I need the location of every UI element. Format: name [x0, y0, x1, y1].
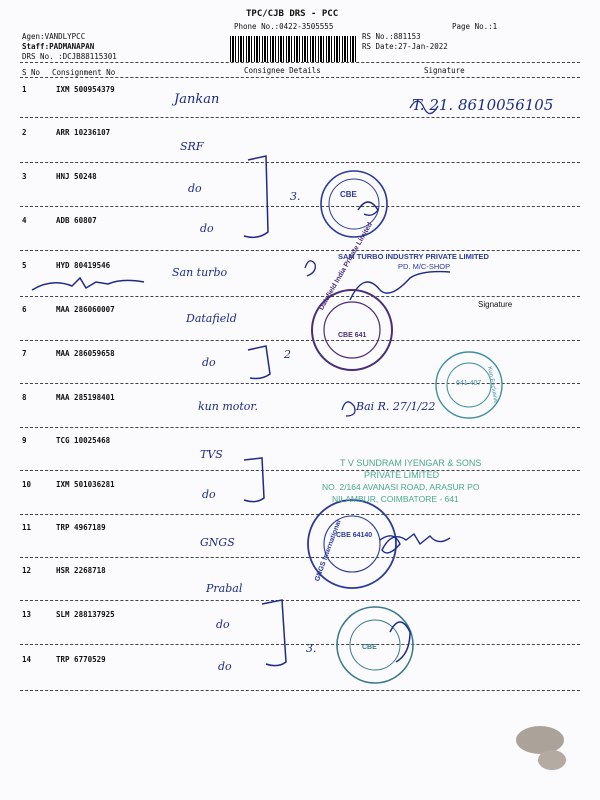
row-sno: 7	[22, 349, 27, 358]
row-sno: 12	[22, 566, 32, 575]
ditto-bracket	[262, 600, 286, 666]
column-header-consignment: Consignment No	[52, 68, 116, 77]
staff-name: Staff:PADMANAPAN	[22, 42, 95, 51]
handwritten-mark: 3.	[290, 190, 301, 203]
stamp-text: Datafield India Private Limited	[318, 221, 375, 312]
handwritten-consignee: Datafield	[186, 312, 237, 325]
row-sno: 4	[22, 216, 27, 225]
phone-number: Phone No.:0422-3505555	[234, 22, 334, 31]
row-sno: 5	[22, 261, 27, 270]
row-consignment: HSR 2268718	[56, 566, 106, 575]
row-consignment: TRP 4967189	[56, 523, 106, 532]
ditto-bracket	[244, 458, 264, 502]
row-consignment: HNJ 50248	[56, 172, 97, 181]
stamp-text: CBE 641	[338, 332, 367, 339]
signature-mark	[342, 402, 355, 416]
row-consignment: MAA 286060007	[56, 305, 115, 314]
handwritten-signature: Bai R. 27/1/22	[356, 400, 436, 413]
stamp-text: 641 407	[456, 380, 482, 387]
signature-mark	[32, 278, 144, 290]
column-header-sno: S No	[22, 68, 41, 77]
stamp-text: CBE	[362, 644, 377, 651]
row-sno: 14	[22, 655, 32, 664]
stamp-text: T V SUNDRAM IYENGAR & SONS	[340, 458, 482, 468]
drs-number: DRS No. :DCJB88115301	[22, 52, 117, 61]
handwritten-ditto: do	[202, 356, 216, 369]
stamp-text: PRIVATE LIMITED	[364, 470, 440, 480]
stamp-text: PD. M/C-SHOP	[398, 262, 451, 271]
stamp-label: Signature	[478, 300, 513, 309]
handwritten-mark: 2	[284, 348, 291, 361]
ditto-bracket	[248, 346, 270, 379]
stamp-text: NILAMBUR, COIMBATORE - 641	[332, 494, 459, 504]
row-sno: 11	[22, 523, 32, 532]
stamp-text: NO. 2/164 AVANASI ROAD, ARASUR PO	[322, 482, 480, 492]
column-header-signature: Signature	[424, 66, 465, 75]
handwritten-signature: T. 21. 8610056105	[412, 96, 554, 114]
handwritten-ditto: do	[216, 618, 230, 631]
ink-smudge	[516, 726, 566, 770]
handwritten-consignee: kun motor.	[198, 400, 258, 413]
row-consignment: IXM 501036281	[56, 480, 115, 489]
handwritten-consignee: GNGS	[200, 536, 235, 549]
handwritten-ditto: do	[200, 222, 214, 235]
rs-number: RS No.:881153	[362, 32, 421, 41]
row-consignment: TRP 6770529	[56, 655, 106, 664]
row-sno: 10	[22, 480, 32, 489]
signature-mark	[380, 534, 450, 553]
column-header-consignee: Consignee Details	[244, 66, 321, 75]
row-consignment: ADB 60807	[56, 216, 97, 225]
row-sno: 13	[22, 610, 32, 619]
page-title: TPC/CJB DRS - PCC	[246, 9, 339, 19]
row-consignment: MAA 285198401	[56, 393, 115, 402]
row-sno: 6	[22, 305, 27, 314]
signature-mark	[305, 261, 315, 276]
handwritten-consignee: Prabal	[206, 582, 243, 595]
rs-date: RS Date:27-Jan-2022	[362, 42, 448, 51]
row-sno: 2	[22, 128, 27, 137]
agent-name: Agen:VANDLYPCC	[22, 32, 86, 41]
signature-mark	[350, 272, 450, 300]
row-consignment: SLM 288137925	[56, 610, 115, 619]
row-sno: 3	[22, 172, 27, 181]
row-consignment: IXM 500954379	[56, 85, 115, 94]
handwritten-consignee: TVS	[200, 448, 223, 461]
handwritten-ditto: do	[202, 488, 216, 501]
handwritten-consignee: Jankan	[174, 92, 220, 107]
handwritten-ditto: do	[218, 660, 232, 673]
handwritten-consignee: SRF	[180, 140, 204, 153]
cbe-round-stamp-1	[321, 171, 387, 237]
row-consignment: ARR 10236107	[56, 128, 111, 137]
row-sno: 8	[22, 393, 27, 402]
stamp-text: Kun Exclusive	[486, 366, 499, 405]
handwritten-mark: 3.	[306, 642, 317, 655]
stamp-text: GNGS International	[314, 519, 343, 583]
row-sno: 9	[22, 436, 27, 445]
row-consignment: HYD 80419546	[56, 261, 111, 270]
handwritten-consignee: San turbo	[172, 266, 228, 279]
handwritten-ditto: do	[188, 182, 202, 195]
stamp-text: CBE 64140	[336, 532, 373, 539]
row-consignment: MAA 286059658	[56, 349, 115, 358]
stamp-text: SAM TURBO INDUSTRY PRIVATE LIMITED	[338, 252, 489, 261]
stamp-text: CBE	[340, 190, 357, 199]
row-sno: 1	[22, 85, 27, 94]
ditto-bracket	[244, 156, 268, 237]
row-consignment: TCG 10025468	[56, 436, 111, 445]
page-number: Page No.:1	[452, 22, 498, 31]
